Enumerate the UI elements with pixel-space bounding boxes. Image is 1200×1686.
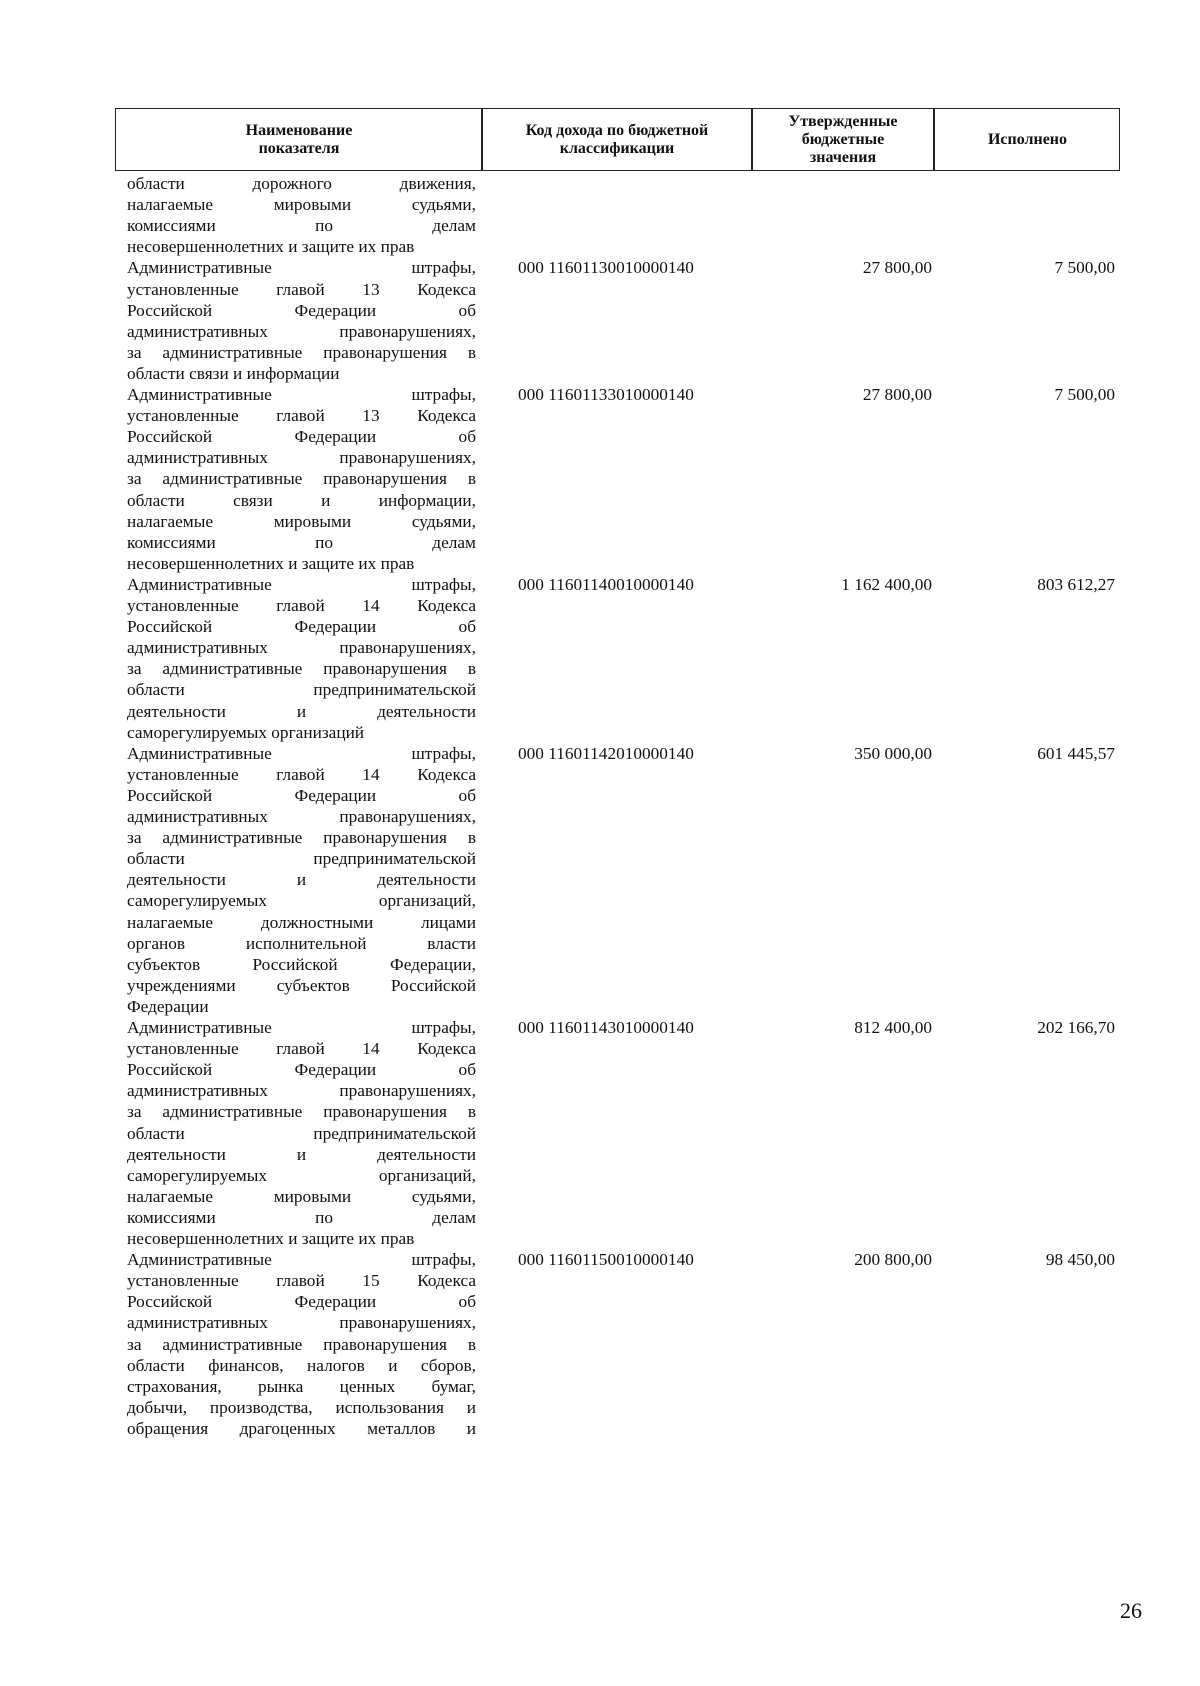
row-executed-value: 98 450,00 bbox=[1045, 1250, 1115, 1270]
row-name-line: установленные главой 15 Кодекса bbox=[127, 1271, 476, 1291]
row-approved-value: 27 800,00 bbox=[862, 385, 932, 404]
row-name-line: налагаемые мировыми судьями, bbox=[127, 195, 476, 215]
row-name-line: Российской Федерации об bbox=[127, 785, 476, 805]
row-name-line: Административные штрафы, bbox=[127, 1018, 476, 1037]
row-name-line: области связи и информации bbox=[127, 363, 340, 383]
row-name-line: установленные главой 13 Кодекса bbox=[127, 279, 476, 299]
row-name-line: налагаемые должностными лицами bbox=[127, 912, 476, 932]
row-name-line: Административные штрафы, bbox=[127, 743, 476, 763]
row-code: 000 11601143010000140 bbox=[518, 1018, 694, 1037]
row-name-line: саморегулируемых организаций, bbox=[127, 1165, 476, 1185]
header-executed: Исполнено bbox=[987, 130, 1068, 148]
row-code: 000 11601133010000140 bbox=[518, 385, 694, 404]
row-name-line: административных правонарушениях, bbox=[127, 807, 476, 826]
row-name-line: страхования, рынка ценных бумаг, bbox=[127, 1376, 476, 1396]
row-name-line: за административные правонарушения в bbox=[127, 659, 476, 679]
row-name-line: за административные правонарушения в bbox=[127, 469, 476, 489]
row-name-line: области предпринимательской bbox=[127, 1123, 476, 1143]
row-approved-value: 350 000,00 bbox=[854, 743, 932, 763]
row-name-line: административных правонарушениях, bbox=[127, 321, 476, 341]
row-executed-value: 7 500,00 bbox=[1054, 258, 1115, 278]
row-name-line: несовершеннолетних и защите их прав bbox=[127, 553, 415, 573]
row-name-line: деятельности и деятельности bbox=[127, 701, 476, 721]
row-name-line: за административные правонарушения в bbox=[127, 1334, 476, 1354]
row-name-line: комиссиями по делам bbox=[127, 1207, 476, 1227]
row-name-line: области предпринимательской bbox=[127, 680, 476, 700]
row-name-line: органов исполнительной власти bbox=[127, 933, 476, 953]
row-name-line: Федерации bbox=[127, 996, 209, 1016]
row-name-line: субъектов Российской Федерации, bbox=[127, 954, 476, 974]
row-name-line: деятельности и деятельности bbox=[127, 1144, 476, 1164]
row-name-line: Российской Федерации об bbox=[127, 617, 476, 637]
row-name-line: комиссиями по делам bbox=[127, 216, 476, 236]
row-code: 000 11601150010000140 bbox=[518, 1250, 694, 1270]
row-name-line: административных правонарушениях, bbox=[127, 448, 476, 468]
header-approved: Утвержденные бюджетные значения bbox=[788, 112, 898, 166]
row-approved-value: 812 400,00 bbox=[854, 1018, 932, 1037]
row-approved-value: 1 162 400,00 bbox=[841, 574, 932, 594]
row-name-line: учреждениями субъектов Российской bbox=[127, 975, 476, 995]
row-name-line: за административные правонарушения в bbox=[127, 342, 476, 362]
header-name: Наименование показателя bbox=[245, 121, 353, 157]
row-name-line: за административные правонарушения в bbox=[127, 828, 476, 848]
row-name-line: области предпринимательской bbox=[127, 849, 476, 869]
row-name-line: Административные штрафы, bbox=[127, 1250, 476, 1270]
row-name-line: саморегулируемых организаций bbox=[127, 722, 365, 742]
row-name-line: Российской Федерации об bbox=[127, 300, 476, 320]
row-name-line: области финансов, налогов и сборов, bbox=[127, 1355, 476, 1375]
row-name-line: несовершеннолетних и защите их прав bbox=[127, 237, 415, 257]
row-executed-value: 601 445,57 bbox=[1037, 743, 1115, 763]
row-name-line: административных правонарушениях, bbox=[127, 1081, 476, 1101]
row-approved-value: 27 800,00 bbox=[862, 258, 932, 278]
row-name-line: комиссиями по делам bbox=[127, 532, 476, 552]
row-name-line: налагаемые мировыми судьями, bbox=[127, 511, 476, 531]
row-name-line: саморегулируемых организаций, bbox=[127, 891, 476, 911]
table-header bbox=[115, 108, 1120, 171]
row-name-line: обращения драгоценных металлов и bbox=[127, 1418, 476, 1438]
row-name-line: Российской Федерации об bbox=[127, 427, 476, 447]
row-name-line: добычи, производства, использования и bbox=[127, 1397, 476, 1417]
row-name-line: установленные главой 13 Кодекса bbox=[127, 406, 476, 426]
row-name-line: области связи и информации, bbox=[127, 490, 476, 510]
row-name-line: установленные главой 14 Кодекса bbox=[127, 596, 476, 615]
row-name-line: деятельности и деятельности bbox=[127, 870, 476, 890]
row-name-line: Административные штрафы, bbox=[127, 385, 476, 404]
row-name-line: административных правонарушениях, bbox=[127, 638, 476, 658]
row-name-line: несовершеннолетних и защите их прав bbox=[127, 1229, 415, 1248]
row-name-line: установленные главой 14 Кодекса bbox=[127, 1039, 476, 1059]
row-name-line: установленные главой 14 Кодекса bbox=[127, 764, 476, 784]
row-executed-value: 7 500,00 bbox=[1054, 385, 1115, 404]
row-name-line: Российской Федерации об bbox=[127, 1292, 476, 1312]
row-name-line: административных правонарушениях, bbox=[127, 1313, 476, 1333]
row-name-line: Административные штрафы, bbox=[127, 258, 476, 278]
row-name-line: Российской Федерации об bbox=[127, 1060, 476, 1080]
row-code: 000 11601130010000140 bbox=[518, 258, 694, 278]
row-code: 000 11601140010000140 bbox=[518, 574, 694, 594]
page-number: 26 bbox=[1120, 1598, 1142, 1623]
row-name-line: Административные штрафы, bbox=[127, 574, 476, 594]
row-approved-value: 200 800,00 bbox=[854, 1250, 932, 1270]
row-name-line: за административные правонарушения в bbox=[127, 1102, 476, 1122]
row-name-line: области дорожного движения, bbox=[127, 174, 476, 193]
row-executed-value: 202 166,70 bbox=[1037, 1018, 1115, 1037]
header-code: Код дохода по бюджетной классификации bbox=[525, 121, 709, 157]
row-executed-value: 803 612,27 bbox=[1037, 574, 1115, 594]
row-code: 000 11601142010000140 bbox=[518, 743, 694, 763]
row-name-line: налагаемые мировыми судьями, bbox=[127, 1186, 476, 1206]
